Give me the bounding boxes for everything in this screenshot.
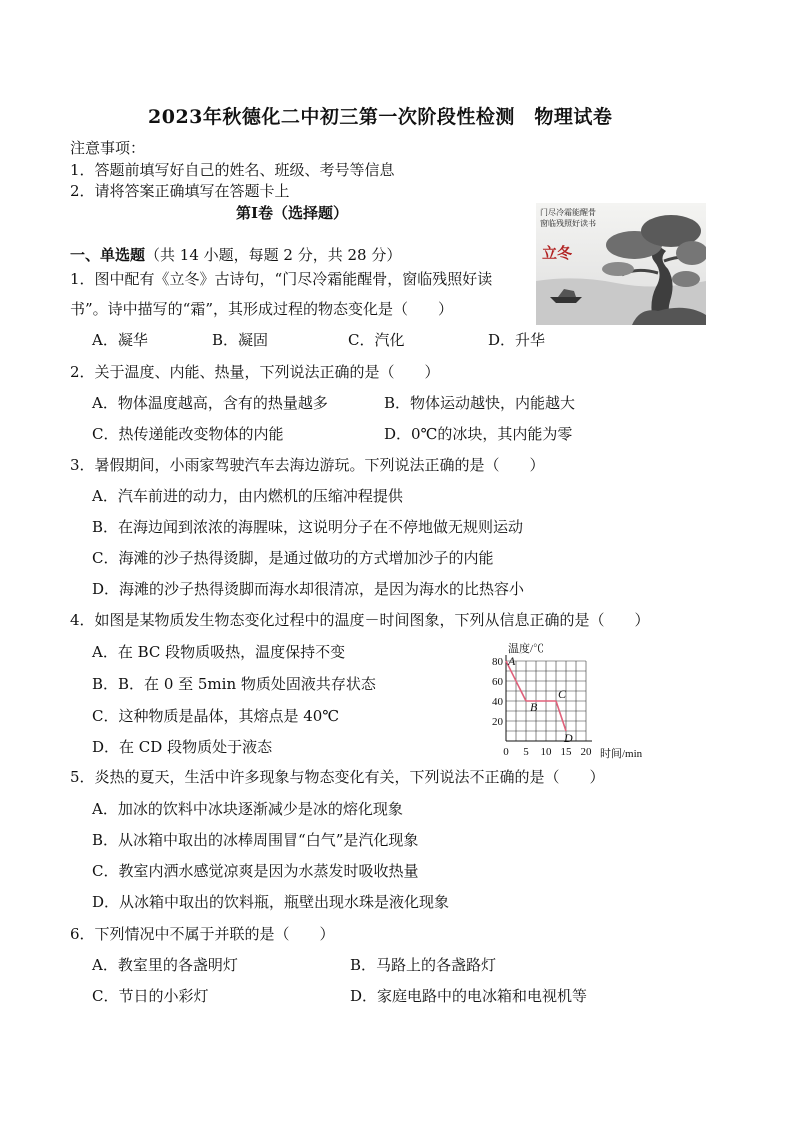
x-tick-label: 5: [523, 746, 529, 758]
question-6-option-d[interactable]: D．家庭电路中的电冰箱和电视机等: [350, 987, 588, 1005]
temperature-time-chart: [478, 638, 658, 762]
notice-heading: 注意事项：: [70, 139, 146, 157]
question-6-stem: 6．下列情况中不属于并联的是（ ）: [70, 925, 335, 943]
question-4-option-a[interactable]: A．在 BC 段物质吸热，温度保持不变: [92, 643, 346, 661]
question-5-option-d[interactable]: D．从冰箱中取出的饮料瓶，瓶壁出现水珠是液化现象: [92, 893, 450, 911]
question-4-option-b[interactable]: B．B．在 0 至 5min 物质处固液共存状态: [92, 675, 376, 693]
question-5-stem: 5．炎热的夏天，生活中许多现象与物态变化有关，下列说法不正确的是（ ）: [70, 768, 605, 786]
x-tick-label: 0: [503, 746, 509, 758]
point-label: D: [564, 731, 573, 745]
y-tick-label: 20: [492, 716, 503, 728]
poem-line-2: 窗临残照好读书: [540, 219, 596, 228]
question-6-option-c[interactable]: C．节日的小彩灯: [92, 987, 209, 1005]
question-4-option-d[interactable]: D．在 CD 段物质处于液态: [92, 738, 273, 756]
point-label: A: [508, 654, 516, 668]
question-1-stem-line-1: 1．图中配有《立冬》古诗句，“门尽冷霜能醒骨，窗临残照好读: [70, 270, 493, 288]
section-info: （共 14 小题，每题 2 分，共 28 分）: [145, 246, 402, 264]
question-2-option-d[interactable]: D．0℃的冰块，其内能为零: [384, 425, 573, 443]
series-segment: [556, 701, 566, 731]
liDong-illustration: [536, 203, 706, 325]
y-tick-label: 60: [492, 676, 503, 688]
x-tick-label: 20: [580, 746, 592, 758]
question-5-option-a[interactable]: A．加冰的饮料中冰块逐渐减少是冰的熔化现象: [92, 800, 403, 818]
question-3-option-a[interactable]: A．汽车前进的动力，由内燃机的压缩冲程提供: [92, 487, 403, 505]
y-tick-label: 40: [492, 696, 503, 708]
poem-line-1: 门尽冷霜能醒骨: [540, 208, 596, 217]
question-4-option-c[interactable]: C．这种物质是晶体，其熔点是 40℃: [92, 707, 340, 725]
question-1-option-c[interactable]: C．汽化: [348, 331, 405, 349]
question-3-option-c[interactable]: C．海滩的沙子热得烫脚，是通过做功的方式增加沙子的内能: [92, 549, 494, 567]
part-title: 第Ⅰ卷（选择题）: [236, 204, 349, 222]
y-axis-label: 温度/℃: [508, 643, 545, 655]
notice-item-1: 1．答题前填写好自己的姓名、班级、考号等信息: [70, 161, 395, 179]
question-2-option-b[interactable]: B．物体运动越快，内能越大: [384, 394, 576, 412]
question-6-option-a[interactable]: A．教室里的各盏明灯: [92, 956, 238, 974]
chart-point-labels: [507, 654, 573, 745]
question-3-option-b[interactable]: B．在海边闻到浓浓的海腥味，这说明分子在不停地做无规则运动: [92, 518, 524, 536]
section-heading: [70, 245, 401, 265]
section-title: 一、单选题: [70, 246, 146, 264]
question-2-option-a[interactable]: A．物体温度越高，含有的热量越多: [92, 394, 328, 412]
question-3-option-d[interactable]: D．海滩的沙子热得烫脚而海水却很清凉，是因为海水的比热容小: [92, 580, 525, 598]
question-1-option-a[interactable]: A．凝华: [92, 331, 148, 349]
question-4-stem: 4．如图是某物质发生物态变化过程中的温度－时间图象，下列从信息正确的是（ ）: [70, 611, 650, 629]
y-tick-label: 80: [492, 656, 503, 668]
question-5-option-b[interactable]: B．从冰箱中取出的冰棒周围冒“白气”是汽化现象: [92, 831, 419, 849]
point-label: C: [558, 687, 567, 701]
question-3-stem: 3．暑假期间，小雨家驾驶汽车去海边游玩。下列说法正确的是（ ）: [70, 456, 545, 474]
x-tick-label: 15: [560, 746, 572, 758]
notice-item-2: 2．请将答案正确填写在答题卡上: [70, 182, 290, 200]
ink-painting-image: [536, 203, 706, 325]
question-5-option-c[interactable]: C．教室内洒水感觉凉爽是因为水蒸发时吸收热量: [92, 862, 419, 880]
question-1-option-b[interactable]: B．凝固: [212, 331, 269, 349]
question-6-option-b[interactable]: B．马路上的各盏路灯: [350, 956, 497, 974]
question-2-stem: 2．关于温度、内能、热量，下列说法正确的是（ ）: [70, 363, 440, 381]
x-tick-label: 10: [540, 746, 552, 758]
question-2-option-c[interactable]: C．热传递能改变物体的内能: [92, 425, 284, 443]
question-1-option-d[interactable]: D．升华: [488, 331, 546, 349]
question-1-stem-line-2: 书”。诗中描写的“霜”，其形成过程的物态变化是（ ）: [70, 300, 454, 318]
chart-axes: [506, 655, 592, 741]
chart-svg: [478, 638, 658, 762]
page-title: 2023年秋德化二中初三第一次阶段性检测 物理试卷: [148, 106, 613, 128]
point-label: B: [530, 700, 538, 714]
x-axis-label: 时间/min: [600, 748, 643, 760]
term-label: 立冬: [542, 244, 573, 262]
